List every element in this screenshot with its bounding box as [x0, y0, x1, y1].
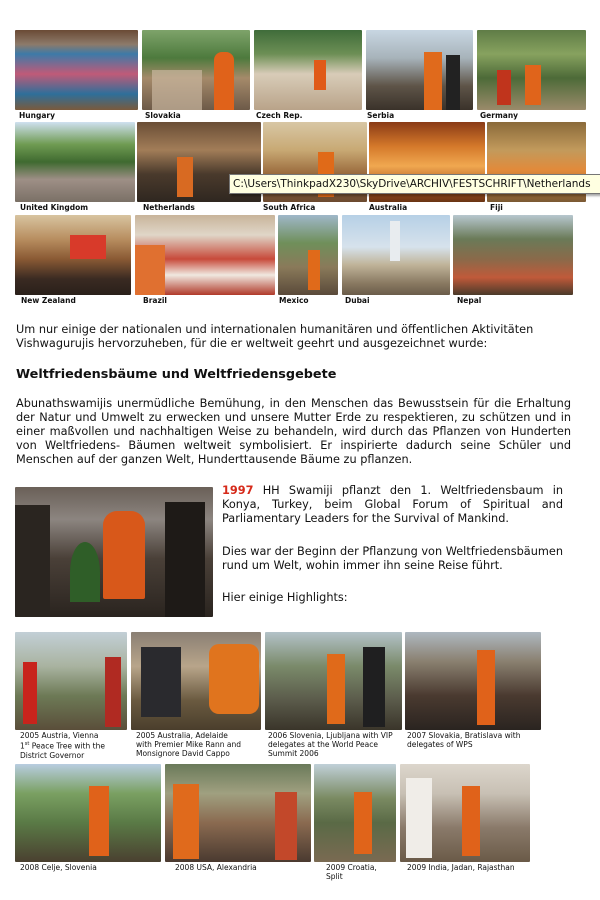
photo-nepal: [453, 215, 573, 295]
tree-year: 1997: [222, 484, 254, 497]
photo-2008-alexandria: [165, 764, 311, 862]
caption-united-kingdom: United Kingdom: [20, 203, 89, 212]
photo-serbia: [366, 30, 473, 110]
caption-serbia: Serbia: [367, 111, 395, 120]
photo-slovakia: [142, 30, 250, 110]
photo-2009-split: [314, 764, 396, 862]
tree-text-block: [222, 484, 563, 526]
caption-2007-bratislava-line1: 2007 Slovakia, Bratislava with: [407, 731, 521, 740]
caption-2006-ljubljana-line3: Summit 2006: [268, 749, 319, 758]
photo-2009-jadan: [400, 764, 530, 862]
caption-nepal: Nepal: [457, 296, 482, 305]
caption-2005-vienna-sup: st: [24, 741, 30, 747]
caption-2005-adelaide-line3: Monsignore David Cappo: [136, 749, 230, 758]
caption-2007-bratislava: [407, 731, 521, 749]
caption-hungary: Hungary: [19, 111, 55, 120]
caption-2009-jadan: 2009 India, Jadan, Rajasthan: [407, 863, 515, 872]
caption-2005-adelaide-line2: with Premier Mike Rann and: [136, 740, 241, 749]
caption-brazil: Brazil: [143, 296, 167, 305]
photo-2005-adelaide: [131, 632, 261, 730]
photo-2005-vienna: [15, 632, 127, 730]
highlights-label: Hier einige Highlights:: [222, 591, 348, 604]
caption-czech: Czech Rep.: [256, 111, 303, 120]
body-paragraph: Abunathswamijis unermüdliche Bemühung, in den Menschen das Bewusstsein für die Erhaltung der Natur und Umwelt zu erwecken und unsere Mutter Erde zu respektieren, zu schützen und in einer maßvollen und nachhaltigen Weise zu behandeln, wird durch das Pflanzen von Hunderten von Weltfriedens- Bäumen weltweit symbolisiert. Er inspirierte dadurch seine Schüler und Menschen auf der ganzen Welt, Hunderttausende Bäume zu pflanzen.: [16, 397, 571, 466]
tree-text-2: Dies war der Beginn der Pflanzung von Weltfriedensbäumen rund um Welt, wohin immer ihn seine Reise führt.: [222, 545, 563, 572]
caption-2009-split-line1: 2009 Croatia,: [326, 863, 377, 872]
photo-hungary: [15, 30, 138, 110]
caption-fiji: Fiji: [490, 203, 503, 212]
tree-text: HH Swamiji pflanzt den 1. Weltfriedensbaum in Konya, Turkey, beim Global Forum of Spiritual and Parliamentary Leaders for the Survival of Mankind.: [222, 484, 563, 525]
caption-netherlands: Netherlands: [143, 203, 195, 212]
photo-first-peace-tree: [15, 487, 213, 617]
caption-2008-celje: 2008 Celje, Slovenia: [20, 863, 97, 872]
caption-2005-vienna-line2: Peace Tree with the: [29, 741, 105, 751]
caption-mexico: Mexico: [279, 296, 309, 305]
caption-germany: Germany: [480, 111, 519, 120]
caption-2005-vienna-num: 1: [20, 741, 25, 751]
section-heading: Weltfriedensbäume und Weltfriedensgebete: [16, 367, 337, 382]
photo-brazil: [135, 215, 275, 295]
caption-slovakia: Slovakia: [145, 111, 181, 120]
caption-2006-ljubljana-line1: 2006 Slovenia, Ljubljana with VIP: [268, 731, 393, 740]
photo-dubai: [342, 215, 450, 295]
caption-south-africa: South Africa: [263, 203, 316, 212]
intro-paragraph: Um nur einige der nationalen und internationalen humanitären und öffentlichen Aktivitäten Vishwagurujis hervorzuheben, für die er weltweit geehrt und ausgezeichnet wurde:: [16, 323, 534, 350]
caption-2005-vienna: [20, 731, 105, 760]
caption-2005-adelaide-line1: 2005 Australia, Adelaide: [136, 731, 228, 740]
photo-2006-ljubljana: [265, 632, 402, 730]
photo-2008-celje: [15, 764, 161, 862]
caption-2005-vienna-line3: District Governor: [20, 750, 85, 760]
photo-united-kingdom: [15, 122, 135, 202]
caption-2005-vienna-line1: 2005 Austria, Vienna: [20, 731, 99, 740]
caption-dubai: Dubai: [345, 296, 370, 305]
caption-2007-bratislava-line2: delegates of WPS: [407, 740, 473, 749]
caption-2006-ljubljana-line2: delegates at the World Peace: [268, 740, 378, 749]
caption-2008-alexandria: 2008 USA, Alexandria: [175, 863, 257, 872]
photo-czech: [254, 30, 362, 110]
photo-2007-bratislava: [405, 632, 541, 730]
caption-2006-ljubljana: [268, 731, 393, 758]
caption-2005-adelaide: [136, 731, 241, 758]
photo-germany: [477, 30, 586, 110]
photo-mexico: [278, 215, 338, 295]
file-path-tooltip: C:\Users\ThinkpadX230\SkyDrive\ARCHIV\FESTSCHRIFT\Netherlands: [229, 174, 600, 194]
caption-australia: Australia: [369, 203, 408, 212]
caption-2009-split-line2: Split: [326, 872, 343, 881]
photo-new-zealand: [15, 215, 131, 295]
caption-new-zealand: New Zealand: [21, 296, 76, 305]
caption-2009-split: [326, 863, 377, 881]
